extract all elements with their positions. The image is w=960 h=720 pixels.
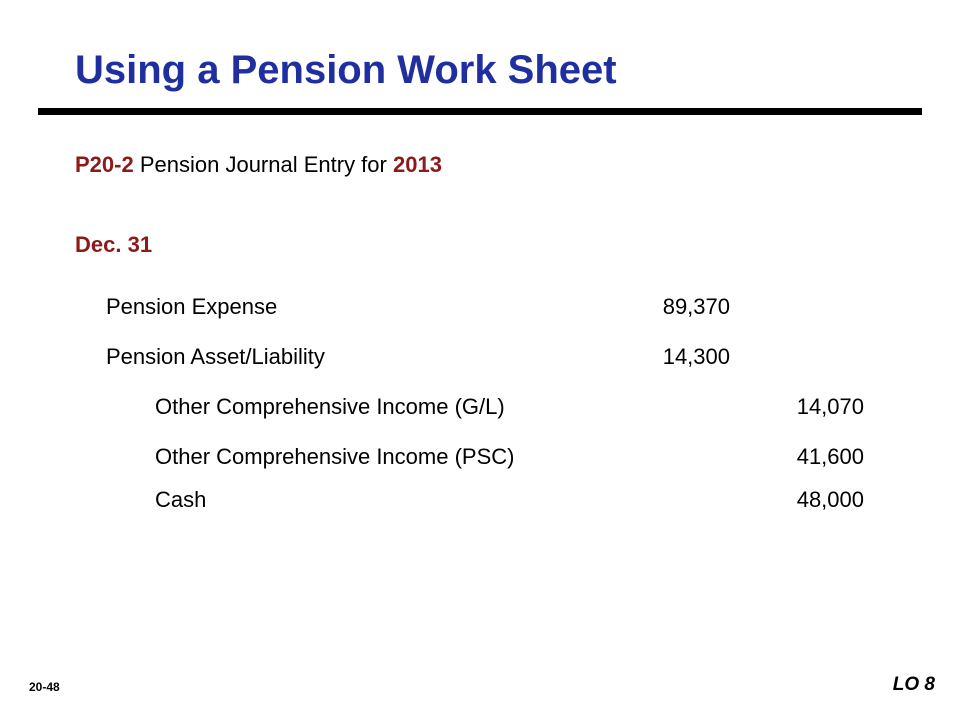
credit-amount: 14,070 xyxy=(796,394,864,419)
slide-title: Using a Pension Work Sheet xyxy=(75,48,617,92)
account-name: Pension Expense xyxy=(106,294,278,319)
problem-year: 2013 xyxy=(393,152,442,177)
account-name: Cash xyxy=(155,487,207,512)
problem-description: Pension Journal Entry for xyxy=(139,152,387,177)
account-name: Other Comprehensive Income (PSC) xyxy=(155,444,515,469)
title-divider xyxy=(38,108,922,115)
problem-number: P20-2 xyxy=(75,152,134,177)
credit-amount: 48,000 xyxy=(796,487,864,512)
credit-amount: 41,600 xyxy=(796,444,864,469)
problem-heading xyxy=(75,150,442,180)
slide-number: 20-48 xyxy=(29,680,60,694)
debit-amount: 14,300 xyxy=(662,344,730,369)
entry-date: Dec. 31 xyxy=(75,232,153,257)
learning-objective: LO 8 xyxy=(892,674,935,695)
debit-amount: 89,370 xyxy=(662,294,730,319)
account-name: Pension Asset/Liability xyxy=(106,344,325,369)
account-name: Other Comprehensive Income (G/L) xyxy=(155,394,505,419)
